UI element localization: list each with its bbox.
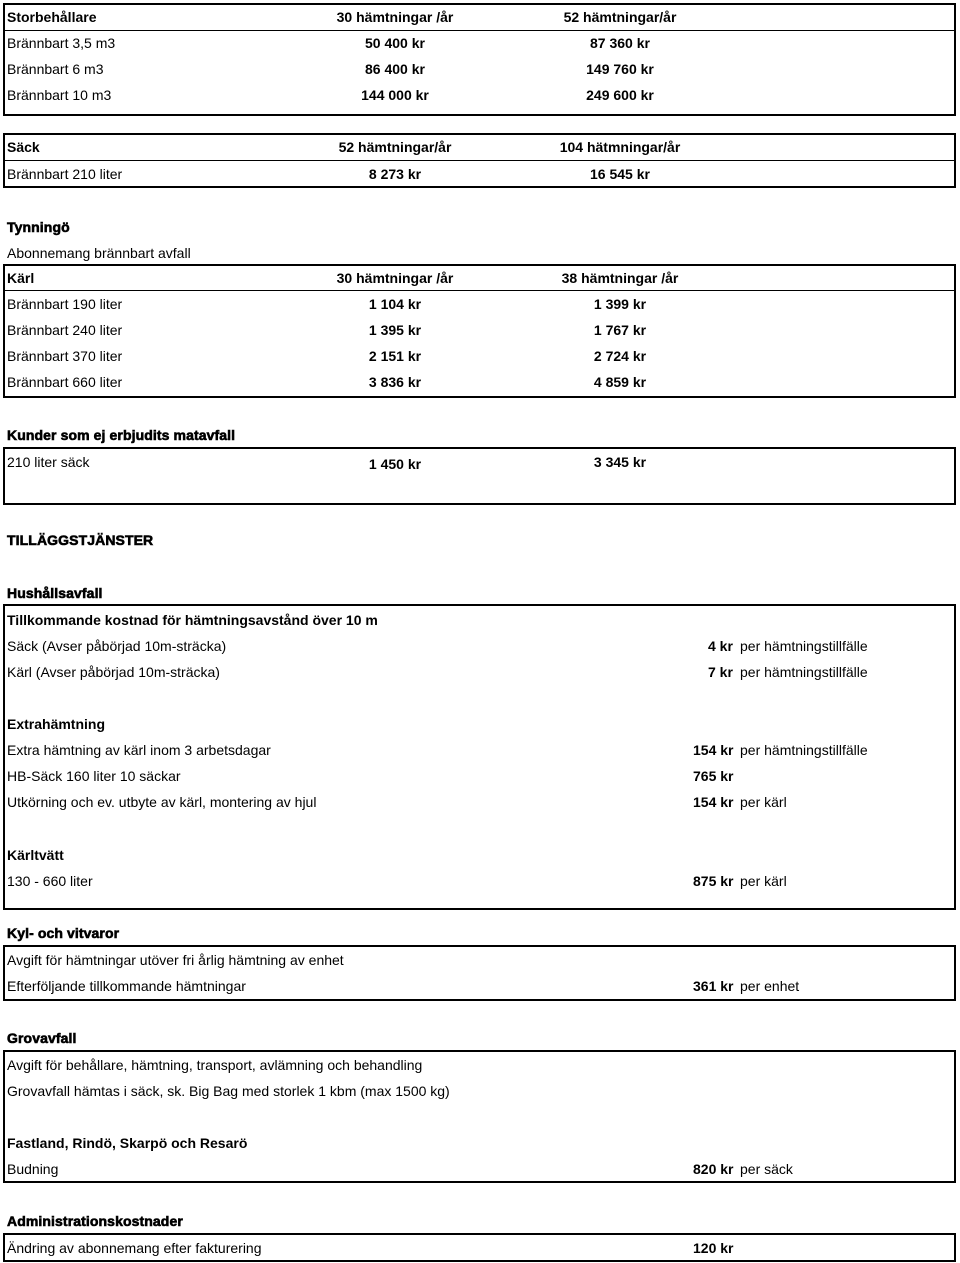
table-row [0, 30, 960, 56]
row-price-c1: 1 395 kr [368, 322, 422, 338]
tynningo-title-row [0, 214, 960, 240]
table-row [0, 291, 960, 317]
row-price-c1: 3 836 kr [368, 374, 422, 390]
row-label: Kärl (Avser påbörjad 10m-sträcka) [7, 664, 220, 680]
row-unit: per hämtningstillfälle [740, 742, 868, 758]
row-label: Brännbart 6 m3 [7, 61, 104, 77]
tynningo-header-c2: 38 hämtningar /år [561, 270, 679, 286]
sack-header-c2: 104 hätmningar/år [559, 139, 681, 155]
grov-line2-row [0, 1078, 960, 1104]
row-amount: 7 kr [708, 664, 733, 680]
table-row [0, 1235, 960, 1261]
row-label: 210 liter säck [7, 454, 90, 470]
table-row [0, 868, 960, 894]
row-price-c2: 16 545 kr [590, 166, 650, 182]
row-label: Utkörning och ev. utbyte av kärl, montering av hjul [7, 794, 317, 810]
row-price-c2: 249 600 kr [586, 87, 654, 103]
grov-line1-row [0, 1052, 960, 1078]
row-price-c1: 144 000 kr [361, 87, 429, 103]
row-amount: 120 kr [693, 1240, 734, 1256]
row-price-c1: 2 151 kr [368, 348, 422, 364]
row-amount: 875 kr [693, 873, 734, 889]
row-amount: 820 kr [693, 1161, 734, 1177]
row-unit: per kärl [740, 794, 787, 810]
row-label: Brännbart 210 liter [7, 166, 123, 182]
row-text: Avgift för hämtningar utöver fri årlig hämtning av enhet [7, 952, 344, 968]
grov-title-row [0, 1025, 960, 1051]
table-row [0, 161, 960, 187]
table-row [0, 789, 960, 815]
table-row [0, 317, 960, 343]
row-label: Brännbart 10 m3 [7, 87, 112, 103]
table-row [0, 763, 960, 789]
row-text: Avgift för behållare, hämtning, transport, avlämning och behandling [7, 1057, 423, 1073]
subsection-title: Extrahämtning [7, 716, 106, 732]
row-amount: 4 kr [708, 638, 733, 654]
subsection-title: Fastland, Rindö, Skarpö och Resarö [7, 1135, 248, 1151]
row-unit: per kärl [740, 873, 787, 889]
sack-header [0, 134, 960, 160]
row-price-c1: 8 273 kr [368, 166, 422, 182]
row-text: Grovavfall hämtas i säck, sk. Big Bag med storlek 1 kbm (max 1500 kg) [7, 1083, 450, 1099]
row-label: Extra hämtning av kärl inom 3 arbetsdagar [7, 742, 271, 758]
row-label: Brännbart 190 liter [7, 296, 123, 312]
tynningo-header-c1: 30 hämtningar /år [336, 270, 454, 286]
row-price-c2: 3 345 kr [593, 454, 647, 470]
row-amount: 765 kr [693, 768, 734, 784]
row-label: Säck (Avser påbörjad 10m-sträcka) [7, 638, 227, 654]
table-row [0, 369, 960, 395]
section-title: TILLÄGGSTJÄNSTER [7, 532, 154, 548]
row-price-c2: 87 360 kr [590, 35, 650, 51]
row-label: Efterföljande tillkommande hämtningar [7, 978, 246, 994]
admin-title-row [0, 1208, 960, 1234]
row-price-c2: 2 724 kr [593, 348, 647, 364]
sack-header-c1: 52 hämtningar/år [338, 139, 452, 155]
section-title: Grovavfall [7, 1030, 77, 1046]
row-label: Brännbart 3,5 m3 [7, 35, 116, 51]
row-label: Brännbart 660 liter [7, 374, 123, 390]
storbehallare-header-label: Storbehållare [7, 9, 97, 25]
row-price-c2: 1 399 kr [593, 296, 647, 312]
storbehallare-header-c1: 30 hämtningar /år [336, 9, 454, 25]
tillagg-title-row [0, 527, 960, 553]
table-row [0, 343, 960, 369]
tillkommande-row [0, 607, 960, 633]
row-amount: 361 kr [693, 978, 734, 994]
tynningo-header [0, 265, 960, 291]
row-price-c2: 149 760 kr [586, 61, 654, 77]
extra-title-row [0, 711, 960, 737]
section-title: Kyl- och vitvaror [7, 925, 120, 941]
kyl-title-row [0, 920, 960, 946]
section-title: Tynningö [7, 219, 70, 235]
row-label: Ändring av abonnemang efter fakturering [7, 1240, 262, 1256]
sack-header-label: Säck [7, 139, 40, 155]
row-label: 130 - 660 liter [7, 873, 93, 889]
row-unit: per hämtningstillfälle [740, 664, 868, 680]
row-unit: per hämtningstillfälle [740, 638, 868, 654]
storbehallare-header [0, 4, 960, 30]
row-price-c1: 86 400 kr [365, 61, 425, 77]
table-row [0, 449, 960, 475]
table-row [0, 1156, 960, 1182]
row-amount: 154 kr [693, 742, 734, 758]
row-unit: per säck [740, 1161, 793, 1177]
row-price-c1: 50 400 kr [365, 35, 425, 51]
hushall-title-row [0, 580, 960, 606]
table-row [0, 56, 960, 82]
table-row [0, 633, 960, 659]
grov-subtitle-row [0, 1130, 960, 1156]
tynningo-subtitle-row [0, 240, 960, 266]
table-row [0, 659, 960, 685]
section-title: Hushållsavfall [7, 585, 103, 601]
row-price-c2: 1 767 kr [593, 322, 647, 338]
row-label: Brännbart 240 liter [7, 322, 123, 338]
subsection-title: Tillkommande kostnad för hämtningsavstånd över 10 m [7, 612, 378, 628]
row-price-c1: 1 104 kr [368, 296, 422, 312]
storbehallare-header-c2: 52 hämtningar/år [563, 9, 677, 25]
row-price-c2: 4 859 kr [593, 374, 647, 390]
row-unit: per enhet [740, 978, 800, 994]
section-title: Administrationskostnader [7, 1213, 183, 1229]
row-amount: 154 kr [693, 794, 734, 810]
subsection-title: Kärltvätt [7, 847, 64, 863]
row-label: Brännbart 370 liter [7, 348, 123, 364]
karltvatt-title-row [0, 842, 960, 868]
table-row [0, 737, 960, 763]
section-subtitle: Abonnemang brännbart avfall [7, 245, 191, 261]
table-row [0, 973, 960, 999]
row-label: Budning [7, 1161, 59, 1177]
row-price-c1: 1 450 kr [368, 456, 422, 472]
row-label: HB-Säck 160 liter 10 säckar [7, 768, 181, 784]
kunder-title-row [0, 422, 960, 448]
tynningo-header-label: Kärl [7, 270, 35, 286]
section-title: Kunder som ej erbjudits matavfall [7, 427, 236, 443]
kyl-line1-row [0, 947, 960, 973]
table-row [0, 82, 960, 108]
